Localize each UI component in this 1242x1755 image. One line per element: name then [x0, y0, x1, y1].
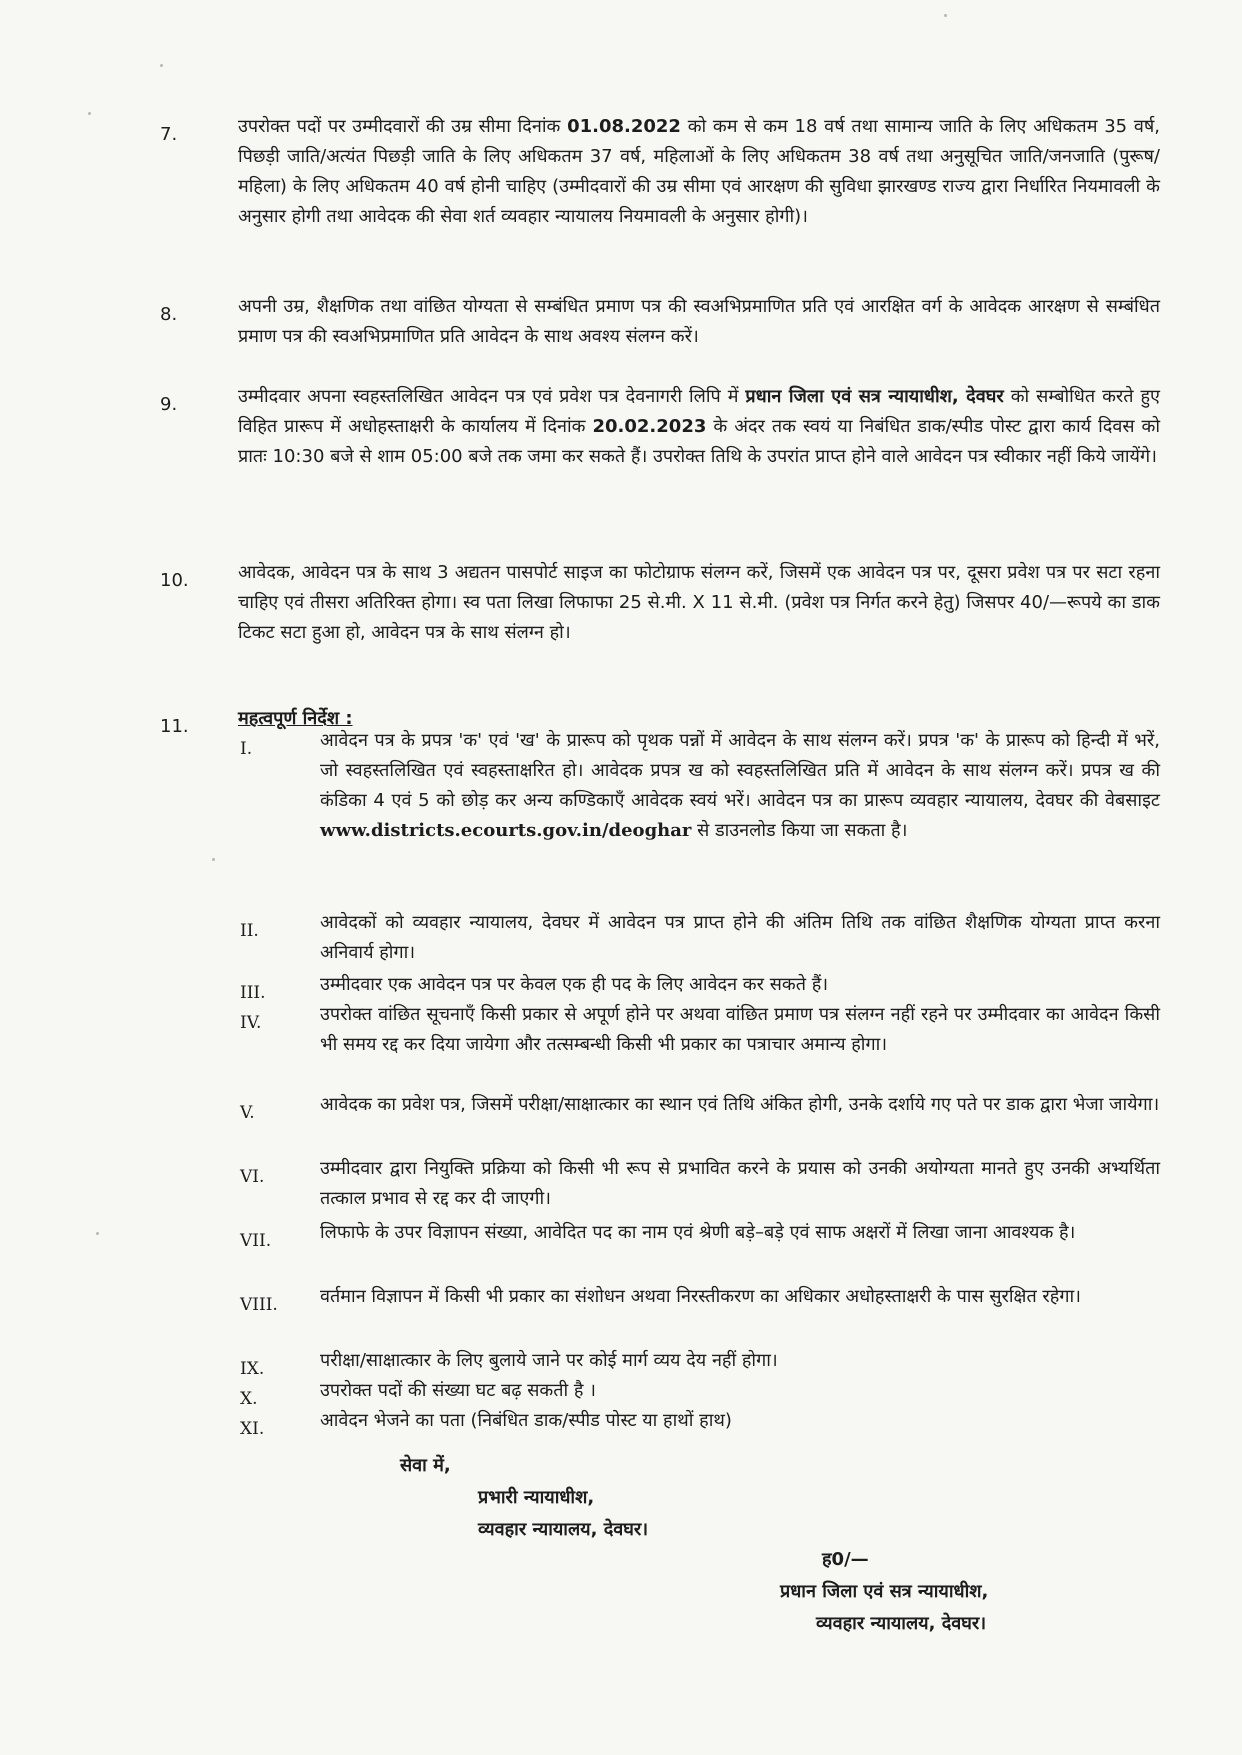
point-text: आवेदक, आवेदन पत्र के साथ 3 अद्यतन पासपोर्ट साइज का फोटोग्राफ संलग्न करें, जिसमें एक आवेदन पत्र पर, दूसरा प्रवेश पत्र पर सटा रहना चाहिए एवं तीसरा अतिरिक्त होगा। स्व पता लिखा लिफाफा 25 से.मी. X 11 से.मी. (प्रवेश पत्र निर्गत करने हेतु) जिसपर 40/—रूपये का डाक टिकट सटा हुआ हो, आवेदन पत्र के साथ संलग्न हो। [238, 562, 1160, 643]
instruction-item [240, 1346, 1160, 1379]
scan-speck [212, 858, 215, 861]
instruction-text: आवेदन भेजने का पता (निबंधित डाक/स्पीड पोस्ट या हाथों हाथ) [320, 1410, 732, 1431]
instruction-text: उपरोक्त पदों की संख्या घट बढ़ सकती है । [320, 1380, 596, 1401]
salutation: सेवा में, [400, 1455, 451, 1476]
website-url: www.districts.ecourts.gov.in/deoghar [320, 820, 692, 841]
address-line: प्रभारी न्यायाधीश, [478, 1487, 595, 1508]
scan-speck [160, 64, 163, 67]
scan-speck [88, 112, 91, 115]
instruction-text: वर्तमान विज्ञापन में किसी भी प्रकार का संशोधन अथवा निरस्तीकरण का अधिकार अधोहस्ताक्षरी के पास सुरक्षित रहेगा। [320, 1286, 1081, 1307]
instruction-item [240, 970, 1160, 1003]
point-10 [160, 558, 1160, 648]
point-text: अपनी उम्र, शैक्षणिक तथा वांछित योग्यता से सम्बंधित प्रमाण पत्र की स्वअभिप्रमाणित प्रति एवं आरक्षित वर्ग के आवेदक आरक्षण से सम्बंधित प्रमाण पत्र की स्वअभिप्रमाणित प्रति आवेदन के साथ अवश्य संलग्न करें। [238, 296, 1160, 347]
instruction-item [240, 726, 1160, 846]
last-date: 20.02.2023 [592, 416, 707, 437]
point-text: उपरोक्त पदों पर उम्मीदवारों की उम्र सीमा दिनांक 01.08.2022 को कम से कम 18 वर्ष तथा सामान्य जाति के लिए अधिकतम 35 वर्ष, पिछड़ी जाति/अत्यंत पिछड़ी जाति के लिए अधिकतम 37 वर्ष, महिलाओं के लिए अधिकतम 38 वर्ष तथा अनुसूचित जाति/जनजाति (पुरूष/महिला) के लिए अधिकतम 40 वर्ष होनी चाहिए (उम्मीदवारों की उम्र सीमा एवं आरक्षण की सुविधा झारखण्ड राज्य द्वारा निर्धारित नियमावली के अनुसार होगी तथा आवेदक की सेवा शर्त व्यवहार न्यायालय नियमावली के अनुसार होगी)। [238, 116, 1160, 227]
scan-speck [96, 1232, 99, 1235]
instruction-item [240, 1154, 1160, 1214]
instruction-text: उम्मीदवार द्वारा नियुक्ति प्रक्रिया को किसी भी रूप से प्रभावित करने के प्रयास को उनकी अयोग्यता मानते हुए उनकी अभ्यर्थिता तत्काल प्रभाव से रद्द कर दी जाएगी। [320, 1158, 1160, 1209]
instruction-item [240, 1406, 1160, 1439]
roman-numeral: IV. [240, 1013, 262, 1033]
point-number: 9. [160, 394, 178, 415]
roman-numeral: XI. [240, 1419, 265, 1439]
roman-numeral: IX. [240, 1359, 265, 1379]
instruction-text: आवेदक का प्रवेश पत्र, जिसमें परीक्षा/साक्षात्कार का स्थान एवं तिथि अंकित होगी, उनके दर्शाये गए पते पर डाक द्वारा भेजा जायेगा। [320, 1094, 1160, 1115]
age-reference-date: 01.08.2022 [567, 116, 681, 137]
instruction-text: उपरोक्त वांछित सूचनाएँ किसी प्रकार से अपूर्ण होने पर अथवा वांछित प्रमाण पत्र संलग्न नहीं रहने पर उम्मीदवार का आवेदन किसी भी समय रद्द कर दिया जायेगा और तत्सम्बन्धी किसी भी प्रकार का पत्राचार अमान्य होगा। [320, 1004, 1160, 1055]
roman-numeral: VIII. [240, 1295, 278, 1315]
scan-speck [944, 14, 947, 17]
point-number: 8. [160, 304, 178, 325]
signatory-designation: प्रधान जिला एवं सत्र न्यायाधीश, [780, 1581, 989, 1602]
roman-numeral: X. [240, 1389, 258, 1409]
signed-mark: ह0/— [822, 1549, 869, 1570]
point-9 [160, 382, 1160, 472]
section-heading: महत्वपूर्ण निर्देश : [238, 708, 353, 729]
instruction-text: उम्मीदवार एक आवेदन पत्र पर केवल एक ही पद के लिए आवेदन कर सकते हैं। [320, 974, 829, 995]
instruction-item [240, 1090, 1160, 1123]
roman-numeral: III. [240, 983, 266, 1003]
address-line: व्यवहार न्यायालय, देवघर। [478, 1519, 649, 1540]
point-8 [160, 292, 1160, 352]
roman-numeral: II. [240, 921, 259, 941]
instruction-text: लिफाफे के उपर विज्ञापन संख्या, आवेदित पद का नाम एवं श्रेणी बड़े–बड़े एवं साफ अक्षरों में लिखा जाना आवश्यक है। [320, 1222, 1076, 1243]
instruction-item [240, 1000, 1160, 1060]
point-text: उम्मीदवार अपना स्वहस्तलिखित आवेदन पत्र एवं प्रवेश पत्र देवनागरी लिपि में प्रधान जिला एवं सत्र न्यायाधीश, देवघर को सम्बोधित करते हुए विहित प्रारूप में अधोहस्ताक्षरी के कार्यालय में दिनांक 20.02.2023 के अंदर तक स्वयं या निबंधित डाक/स्पीड पोस्ट द्वारा कार्य दिवस को प्रातः 10:30 बजे से शाम 05:00 बजे तक जमा कर सकते हैं। उपरोक्त तिथि के उपरांत प्राप्त होने वाले आवेदन पत्र स्वीकार नहीं किये जायेंगे। [238, 386, 1161, 467]
roman-numeral: I. [240, 739, 253, 759]
signatory-office: व्यवहार न्यायालय, देवघर। [816, 1613, 987, 1634]
roman-numeral: V. [240, 1103, 255, 1123]
recipient-address [400, 1450, 900, 1546]
instruction-item [240, 1218, 1160, 1251]
roman-numeral: VII. [240, 1231, 272, 1251]
instruction-text: आवेदकों को व्यवहार न्यायालय, देवघर में आवेदन पत्र प्राप्त होने की अंतिम तिथि तक वांछित शैक्षणिक योग्यता प्राप्त करना अनिवार्य होगा। [320, 912, 1160, 963]
instruction-item [240, 908, 1160, 968]
signature-block [780, 1544, 1180, 1640]
point-number: 7. [160, 124, 178, 145]
point-number: 11. [160, 716, 189, 737]
roman-numeral: VI. [240, 1167, 265, 1187]
instruction-item [240, 1282, 1160, 1315]
point-7 [160, 112, 1160, 232]
instruction-text: परीक्षा/साक्षात्कार के लिए बुलाये जाने पर कोई मार्ग व्यय देय नहीं होगा। [320, 1350, 778, 1371]
instruction-item [240, 1376, 1160, 1409]
instruction-text: आवेदन पत्र के प्रपत्र 'क' एवं 'ख' के प्रारूप को पृथक पन्नों में आवेदन के साथ संलग्न करें। प्रपत्र 'क' के प्रारूप को हिन्दी में भरें, जो स्वहस्तलिखित एवं स्वहस्ताक्षरित हो। आवेदक प्रपत्र ख को स्वहस्तलिखित प्रति में आवेदन के साथ संलग्न करें। प्रपत्र ख की कंडिका 4 एवं 5 को छोड़ कर अन्य कण्डिकाएँ आवेदक स्वयं भरें। आवेदन पत्र का प्रारूप व्यवहार न्यायालय, देवघर की वेबसाइट www.districts.ecourts.gov.in/deoghar से डाउनलोड किया जा सकता है। [320, 730, 1160, 841]
addressee: प्रधान जिला एवं सत्र न्यायाधीश, देवघर [745, 386, 1004, 407]
point-number: 10. [160, 570, 189, 591]
